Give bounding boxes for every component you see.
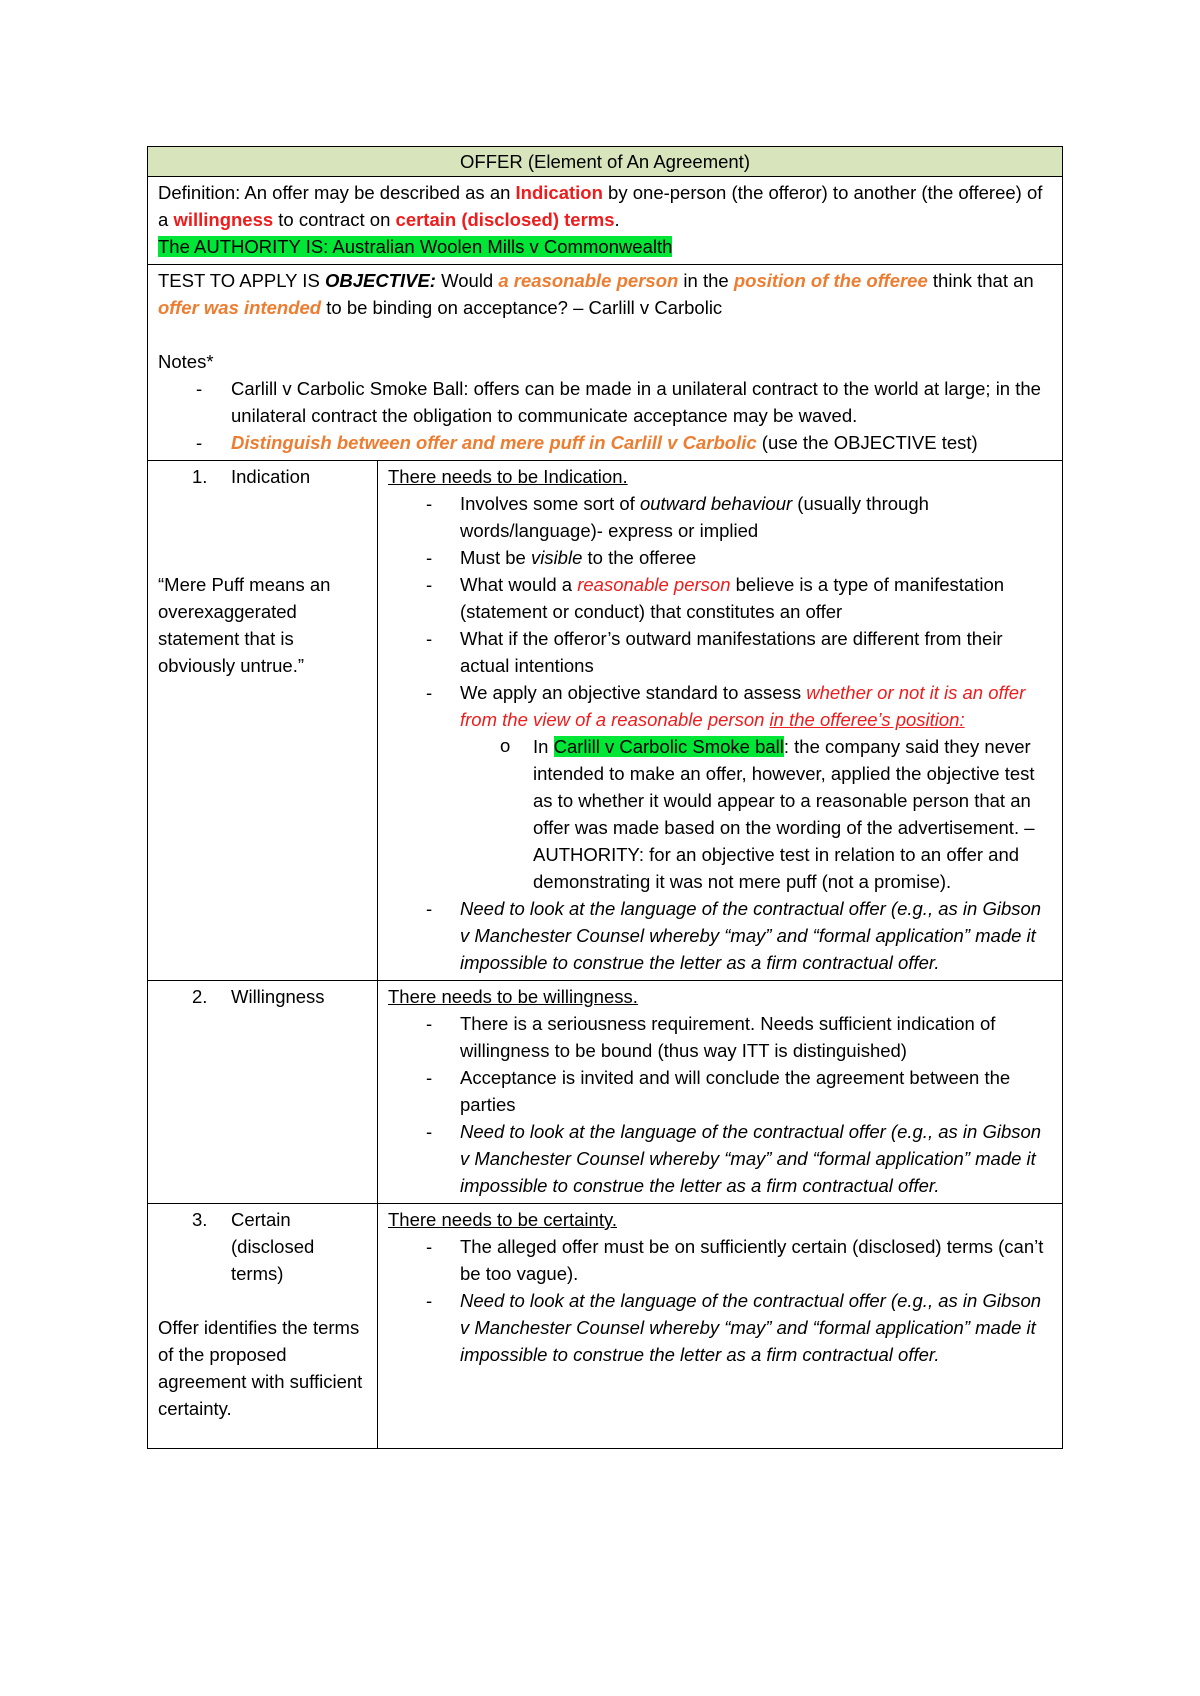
willingness-label-text: Willingness — [231, 986, 325, 1007]
term-certain: certain (disclosed) terms — [395, 209, 615, 230]
ind-b2-pre: Must be — [460, 547, 531, 568]
definition-cell — [148, 177, 1063, 265]
ind-b1-italic: outward behaviour — [639, 493, 793, 514]
cert-b1: The alleged offer must be on sufficiently certain (disclosed) terms (can’t be too vague). — [460, 1236, 1044, 1284]
document-page — [147, 146, 1062, 1449]
definition-end: . — [614, 209, 620, 230]
indication-row — [148, 461, 1063, 981]
certain-label-cell — [148, 1204, 378, 1449]
header-row — [148, 147, 1063, 177]
test-mid3: think that an — [927, 270, 1034, 291]
notes-list — [158, 375, 1052, 456]
indication-number: 1. — [192, 466, 208, 487]
list-item — [388, 544, 1052, 571]
willingness-list — [388, 1010, 1052, 1199]
will-b3: Need to look at the language of the contractual offer (e.g., as in Gibson v Manchester Counsel whereby “may” and “formal application” made it impossible to construe the letter as a firm contractual offer. — [460, 1121, 1042, 1196]
list-item — [388, 571, 1052, 625]
ind-sub-highlight: Carlill v Carbolic Smoke ball — [553, 736, 784, 757]
test-mid1: Would — [435, 270, 499, 291]
note-item — [158, 375, 1052, 429]
list-item — [388, 1287, 1052, 1368]
certain-side-note: Offer identifies the terms of the proposed agreement with sufficient certainty. — [158, 1317, 363, 1419]
ind-b3-pre: What would a — [460, 574, 578, 595]
definition-mid1: by one-person (the offeror) to another (the offeree) of a — [158, 182, 1043, 230]
test-text — [158, 267, 1052, 321]
ind-sub-pre: In — [533, 736, 554, 757]
ind-b1-end: (usually through words/language)- express or implied — [460, 493, 929, 541]
indication-label-text: Indication — [231, 466, 311, 487]
indication-list-2 — [388, 895, 1052, 976]
willingness-label-cell — [148, 981, 378, 1204]
ind-b2-italic: visible — [530, 547, 583, 568]
certain-label-text: Certain (disclosed terms) — [231, 1209, 315, 1284]
ind-b5-red: whether or not it is an offer from the view of a reasonable person — [460, 682, 1026, 730]
indication-content-cell — [378, 461, 1063, 981]
definition-mid2: to contract on — [273, 209, 396, 230]
definition-row — [148, 177, 1063, 265]
list-item — [388, 679, 1052, 733]
ind-b4: What if the offeror’s outward manifestations are different from their actual intentions — [460, 628, 1003, 676]
certain-number: 3. — [192, 1209, 208, 1230]
note-item — [158, 429, 1052, 456]
test-prefix: TEST TO APPLY IS — [158, 270, 325, 291]
table-title: OFFER (Element of An Agreement) — [148, 147, 1063, 177]
test-cell — [148, 265, 1063, 461]
list-item — [388, 1064, 1052, 1118]
definition-text — [158, 179, 1052, 233]
test-reasonable: a reasonable person — [498, 270, 679, 291]
will-b1: There is a seriousness requirement. Needs sufficient indication of willingness to be bound (thus way ITT is distinguished) — [460, 1013, 996, 1061]
indication-label-cell — [148, 461, 378, 981]
indication-heading: There needs to be Indication. — [388, 466, 628, 487]
indication-label — [158, 463, 367, 490]
offer-table — [147, 146, 1063, 1449]
certain-heading: There needs to be certainty. — [388, 1209, 617, 1230]
test-row — [148, 265, 1063, 461]
cert-b2: Need to look at the language of the contractual offer (e.g., as in Gibson v Manchester Counsel whereby “may” and “formal application” made it impossible to construe the letter as a firm contractual offer. — [460, 1290, 1042, 1365]
definition-prefix: Definition: An offer may be described as an — [158, 182, 516, 203]
willingness-content-cell — [378, 981, 1063, 1204]
term-indication: Indication — [515, 182, 603, 203]
indication-sublist — [388, 733, 1052, 895]
list-item — [388, 1010, 1052, 1064]
mere-puff-note: “Mere Puff means an overexaggerated statement that is obviously untrue.” — [158, 574, 331, 676]
willingness-label — [158, 983, 367, 1010]
willingness-row — [148, 981, 1063, 1204]
ind-b2-end: to the offeree — [582, 547, 697, 568]
indication-list — [388, 490, 1052, 733]
ind-b3-red: reasonable person — [577, 574, 731, 595]
test-position: position of the offeree — [733, 270, 928, 291]
list-item — [388, 1233, 1052, 1287]
test-end: to be binding on acceptance? – Carlill v Carbolic — [321, 297, 723, 318]
certain-row — [148, 1204, 1063, 1449]
test-mid2: in the — [678, 270, 734, 291]
term-willingness: willingness — [173, 209, 274, 230]
willingness-heading: There needs to be willingness. — [388, 986, 638, 1007]
list-item — [388, 490, 1052, 544]
ind-b5-red-underline: in the offeree’s position: — [769, 709, 965, 730]
will-b2: Acceptance is invited and will conclude the agreement between the parties — [460, 1067, 1011, 1115]
ind-b1-pre: Involves some sort of — [460, 493, 640, 514]
ind-b6: Need to look at the language of the contractual offer (e.g., as in Gibson v Manchester Counsel whereby “may” and “formal application” made it impossible to construe the letter as a firm contractual offer. — [460, 898, 1042, 973]
authority-line — [158, 233, 1052, 260]
test-objective: OBJECTIVE: — [324, 270, 436, 291]
ind-b3-end: believe is a type of manifestation (statement or conduct) that constitutes an offer — [460, 574, 1005, 622]
list-item — [388, 1118, 1052, 1199]
willingness-number: 2. — [192, 986, 208, 1007]
certain-content-cell — [378, 1204, 1063, 1449]
list-item — [388, 895, 1052, 976]
test-intended: offer was intended — [158, 297, 322, 318]
authority-highlight: The AUTHORITY IS: Australian Woolen Mills v Commonwealth — [158, 236, 673, 257]
ind-sub-end: : the company said they never intended to make an offer, however, applied the objective test as to whether it would appear to a reasonable person that an offer was made based on the wording of the advertisement. – AUTHORITY: for an objective test in relation to an offer and demonstrating it was not mere puff (not a promise). — [533, 736, 1035, 892]
certain-list — [388, 1233, 1052, 1368]
note-2-end: (use the OBJECTIVE test) — [756, 432, 978, 453]
note-1: Carlill v Carbolic Smoke Ball: offers can be made in a unilateral contract to the world at large; in the unilateral contract the obligation to communicate acceptance may be waved. — [231, 378, 1041, 426]
notes-label: Notes* — [158, 351, 214, 372]
list-item — [388, 625, 1052, 679]
ind-b5-pre: We apply an objective standard to assess — [460, 682, 807, 703]
list-item — [388, 733, 1052, 895]
note-2-orange: Distinguish between offer and mere puff in Carlill v Carbolic — [231, 432, 757, 453]
certain-label — [158, 1206, 367, 1287]
